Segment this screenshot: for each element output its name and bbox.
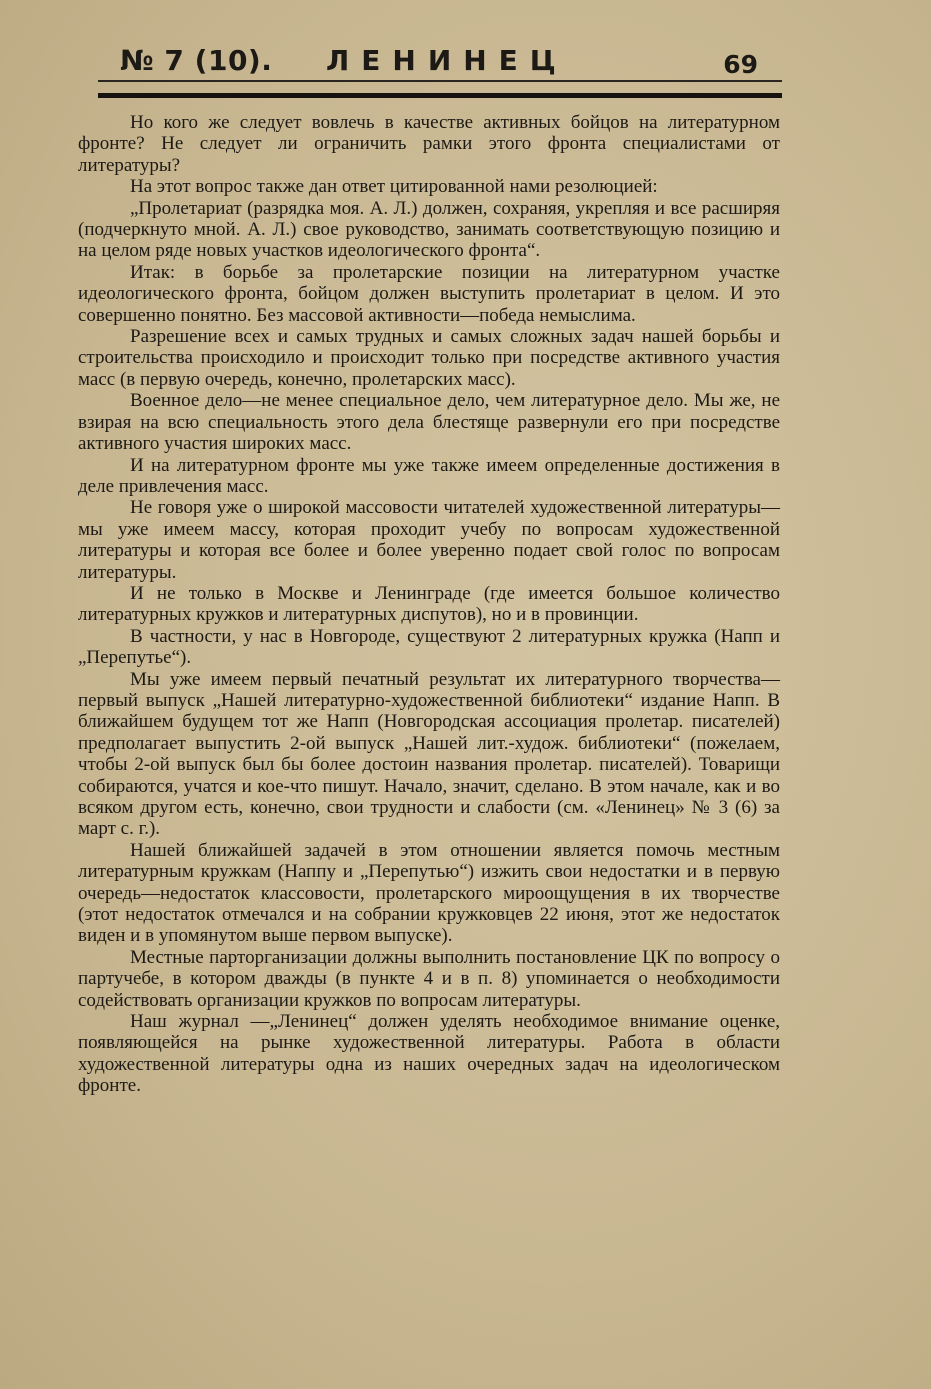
paragraph: Наш журнал —„Ленинец“ должен уделять необходимое внимание оценке, появляющейся на рынке художественной литературы. Работа в области художественной литературы одна из наших очередных задач на идеологическом фронте. bbox=[78, 1011, 780, 1097]
issue-number: № 7 (10). bbox=[120, 44, 273, 77]
paragraph: И на литературном фронте мы уже также имеем определенные достижения в деле привлечения масс. bbox=[78, 454, 780, 497]
paragraph: И не только в Москве и Ленинграде (где имеется большое количество литературных кружков и литературных диспутов), но и в провинции. bbox=[78, 582, 780, 626]
paragraph: Разрешение всех и самых трудных и самых сложных задач нашей борьбы и строительства происходило и происходит только при посредстве активного участия масс (в первую очередь, конечно, пролетарских масс). bbox=[78, 326, 780, 390]
paragraph: На этот вопрос также дан ответ цитированной нами резолюцией: bbox=[130, 176, 658, 198]
journal-title: ЛЕНИНЕЦ bbox=[326, 44, 568, 77]
paragraph: Военное дело—не менее специальное дело, чем литературное дело. Мы же, не взирая на всю специальность этого дела блестяще развернули его при посредстве активного участия широких масс. bbox=[78, 390, 780, 455]
paragraph: Не говоря уже о широкой массовости читателей художественной литературы—мы уже имеем массу, которая проходит учебу по вопросам художественной литературы и которая все более и более уверенно подает свой голос по вопросам литературы. bbox=[78, 497, 780, 583]
header-rule-thin bbox=[98, 80, 782, 82]
page-number: 69 bbox=[723, 50, 758, 79]
article-body bbox=[78, 112, 780, 1097]
header-rule-thick bbox=[98, 93, 782, 98]
paragraph: Итак: в борьбе за пролетарские позиции на литературном участке идеологического фронта, бойцом должен выступить пролетариат в целом. И это совершенно понятно. Без массовой активности—победа немыслима. bbox=[78, 261, 780, 326]
paragraph: В частности, у нас в Новгороде, существуют 2 литературных кружка (Напп и „Перепутье“). bbox=[78, 625, 780, 669]
paragraph: Местные парторганизации должны выполнить постановление ЦК по вопросу о партучебе, в котором дважды (в пункте 4 и в п. 8) упоминается о необходимости содействовать организации кружков по вопросам литературы. bbox=[78, 946, 780, 1011]
page-header bbox=[98, 44, 782, 96]
paragraph: Мы уже имеем первый печатный результат их литературного творчества—первый выпуск „Нашей литературно-художественной библиотеки“ издание Напп. В ближайшем будущем тот же Напп (Новгородская ассоциация пролетар. писателей) предполагает выпустить 2-ой выпуск „Нашей лит.-худож. библиотеки“ (пожелаем, чтобы 2-ой выпуск был бы более достоин названия пролетар. писателей). Товарищи собираются, учатся и кое-что пишут. Начало, значит, сделано. В этом начале, как и во всяком другом есть, конечно, свои трудности и слабости (см. «Ленинец» № 3 (6) за март с. г.). bbox=[78, 668, 780, 840]
paragraph: „Пролетариат (разрядка моя. А. Л.) должен, сохраняя, укрепляя и все расширяя (подчеркнуто мной. А. Л.) свое руководство, занимать соответствующую позицию и на целом ряде новых участков идеологического фронта“. bbox=[78, 197, 780, 262]
paragraph: Но кого же следует вовлечь в качестве активных бойцов на литературном фронте? Не следует ли ограничить рамки этого фронта специалистами от литературы? bbox=[78, 112, 780, 176]
paragraph: Нашей ближайшей задачей в этом отношении является помочь местным литературным кружкам (Наппу и „Перепутью“) изжить свои недостатки и в первую очередь—недостаток классовости, пролетарского мироощущения в их творчестве (этот недостаток отмечался и на собрании кружковцев 22 июня, этот же недостаток виден и в упомянутом выше первом выпуске). bbox=[78, 839, 780, 947]
